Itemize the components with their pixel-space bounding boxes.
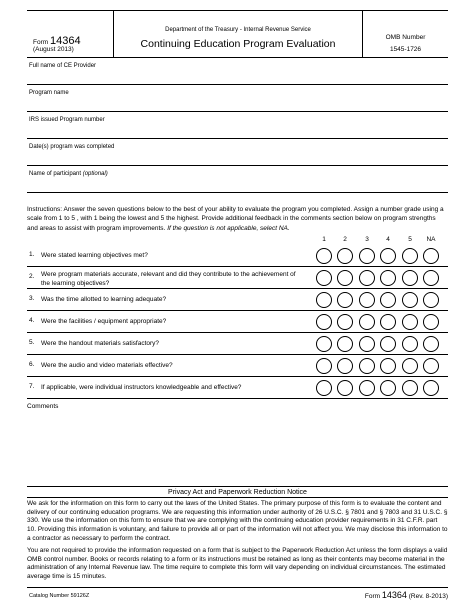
field-label: Full name of CE Provider — [29, 63, 97, 69]
footer-form-id — [365, 590, 448, 600]
rating-1-radio[interactable] — [316, 292, 332, 308]
rating-4-radio[interactable] — [380, 292, 396, 308]
scale-header-2: 2 — [343, 236, 347, 243]
rating-2-radio[interactable] — [337, 380, 353, 396]
form-header — [27, 10, 448, 58]
optional-note: (optional) — [82, 171, 108, 177]
program-name-field[interactable] — [27, 85, 448, 112]
rating-2-radio[interactable] — [337, 314, 353, 330]
provider-name-field[interactable] — [27, 58, 448, 85]
question-text: If applicable, were individual instructors knowledgeable and effective? — [41, 384, 242, 391]
question-number: 2. — [29, 273, 35, 280]
rating-5-radio[interactable] — [402, 358, 418, 374]
scale-header-5: 5 — [408, 236, 412, 243]
rating-5-radio[interactable] — [402, 336, 418, 352]
rating-1-radio[interactable] — [316, 358, 332, 374]
rating-5-radio[interactable] — [402, 248, 418, 264]
scale-header-3: 3 — [365, 236, 369, 243]
question-text: Were the facilities / equipment appropriate? — [41, 318, 167, 325]
form-number-value: 14364 — [49, 35, 81, 47]
rating-3-radio[interactable] — [359, 314, 375, 330]
question-row-2 — [27, 267, 448, 289]
rating-1-radio[interactable] — [316, 380, 332, 396]
question-number: 1. — [29, 251, 35, 258]
participant-name-field[interactable] — [27, 166, 448, 193]
question-number: 3. — [29, 295, 35, 302]
question-row-6 — [27, 355, 448, 377]
footer-form-number: 14364 — [381, 590, 407, 600]
privacy-heading: Privacy Act and Paperwork Reduction Notice — [27, 487, 448, 498]
rating-3-radio[interactable] — [359, 248, 375, 264]
form-label: Form — [33, 39, 49, 46]
question-row-3 — [27, 289, 448, 311]
department: Department of the Treasury - Internal Revenue Service — [165, 27, 311, 33]
question-text: Were the handout materials satisfactory? — [41, 340, 160, 347]
completion-date-field[interactable] — [27, 139, 448, 166]
omb-number: 1545-1726 — [389, 46, 422, 53]
field-label: Date(s) program was completed — [29, 144, 115, 150]
rating-na-radio[interactable] — [423, 336, 439, 352]
omb-block — [362, 11, 448, 58]
title-block — [114, 11, 362, 58]
footer-form-label: Form — [364, 593, 381, 600]
rating-4-radio[interactable] — [380, 314, 396, 330]
rating-5-radio[interactable] — [402, 380, 418, 396]
rating-na-radio[interactable] — [423, 292, 439, 308]
rating-3-radio[interactable] — [359, 270, 375, 286]
rating-5-radio[interactable] — [402, 270, 418, 286]
privacy-paragraph-2: You are not required to provide the information requested on a form that is subject to the Paperwork Reduction Act unless the form displays a valid OMB control number. Books or records relating to a form or its instructions must be retained as long as their contents may become material in the administration of any Internal Revenue law. The time require to complete this form will vary depending on individual circumstances. The estimated average time is 15 minutes. — [27, 547, 448, 581]
instructions — [27, 205, 448, 233]
rating-na-radio[interactable] — [423, 248, 439, 264]
rating-4-radio[interactable] — [380, 380, 396, 396]
rating-5-radio[interactable] — [402, 314, 418, 330]
question-number: 7. — [29, 383, 35, 390]
rating-3-radio[interactable] — [359, 380, 375, 396]
program-number-field[interactable] — [27, 112, 448, 139]
rating-5-radio[interactable] — [402, 292, 418, 308]
rating-na-radio[interactable] — [423, 314, 439, 330]
field-label — [29, 171, 108, 177]
rating-2-radio[interactable] — [337, 358, 353, 374]
rating-na-radio[interactable] — [423, 380, 439, 396]
rating-2-radio[interactable] — [337, 292, 353, 308]
question-row-1 — [27, 245, 448, 267]
question-text: Were program materials accurate, relevant and did they contribute to the achievement of the learning objectives? — [41, 271, 296, 287]
field-label-text: Name of participant — [29, 171, 82, 177]
question-row-5 — [27, 333, 448, 355]
form-footer — [27, 587, 448, 601]
form-id-block — [27, 11, 114, 58]
question-number: 5. — [29, 339, 35, 346]
scale-header-na: NA — [426, 236, 436, 243]
rating-4-radio[interactable] — [380, 358, 396, 374]
catalog-number: Catalog Number 59126Z — [29, 593, 90, 599]
comments-label: Comments — [27, 403, 59, 410]
comments-textarea[interactable] — [27, 413, 448, 487]
scale-header-4: 4 — [386, 236, 390, 243]
privacy-paragraph-1: We ask for the information on this form to carry out the laws of the United States. The primary purpose of this form is to evaluate the content and delivery of our continuing education programs. We are requesting this information under authority of 26 U.S.C. § 7801 and § 7803 and 31 U.S.C. § 330. We use the information on this form to ensure that we are complying with the continuing education provider requirements in 31 C.F.R. part 10. Providing this information is voluntary, and failure to provide all or part of the information will not affect you. We may disclose this information to a contractor as necessary to perform the contract. — [27, 500, 448, 542]
question-text: Were stated learning objectives met? — [41, 252, 148, 259]
question-row-7 — [27, 377, 448, 399]
question-row-4 — [27, 311, 448, 333]
rating-1-radio[interactable] — [316, 314, 332, 330]
rating-4-radio[interactable] — [380, 248, 396, 264]
question-text: Was the time allotted to learning adequate? — [41, 296, 167, 303]
rating-3-radio[interactable] — [359, 292, 375, 308]
omb-label: OMB Number — [385, 34, 426, 41]
rating-2-radio[interactable] — [337, 248, 353, 264]
instructions-text: Instructions: Answer the seven questions below to the best of your ability to evaluate the program you completed. Assign a number grade using a scale from 1 to 5 , with 1 being the lowest and 5 the highest. Provide additional feedback in the comments section below on program strengths and areas to assist with program improvements. — [27, 206, 444, 232]
rating-4-radio[interactable] — [380, 336, 396, 352]
form-title: Continuing Education Program Evaluation — [140, 38, 336, 50]
scale-header-1: 1 — [322, 236, 326, 243]
rating-1-radio[interactable] — [316, 248, 332, 264]
rating-4-radio[interactable] — [380, 270, 396, 286]
question-number: 4. — [29, 317, 35, 324]
rating-3-radio[interactable] — [359, 358, 375, 374]
rating-2-radio[interactable] — [337, 270, 353, 286]
field-label: Program name — [29, 90, 69, 96]
rating-2-radio[interactable] — [337, 336, 353, 352]
rating-1-radio[interactable] — [316, 336, 332, 352]
form-date: (August 2013) — [33, 46, 74, 53]
question-text: Were the audio and video materials effective? — [41, 362, 173, 369]
rating-3-radio[interactable] — [359, 336, 375, 352]
rating-na-radio[interactable] — [423, 358, 439, 374]
question-number: 6. — [29, 361, 35, 368]
field-label: IRS issued Program number — [29, 117, 105, 123]
footer-revision: (Rev. 8-2013) — [408, 593, 448, 600]
instructions-na-note: If the question is not applicable, select NA. — [167, 224, 290, 232]
rating-1-radio[interactable] — [316, 270, 332, 286]
rating-na-radio[interactable] — [423, 270, 439, 286]
